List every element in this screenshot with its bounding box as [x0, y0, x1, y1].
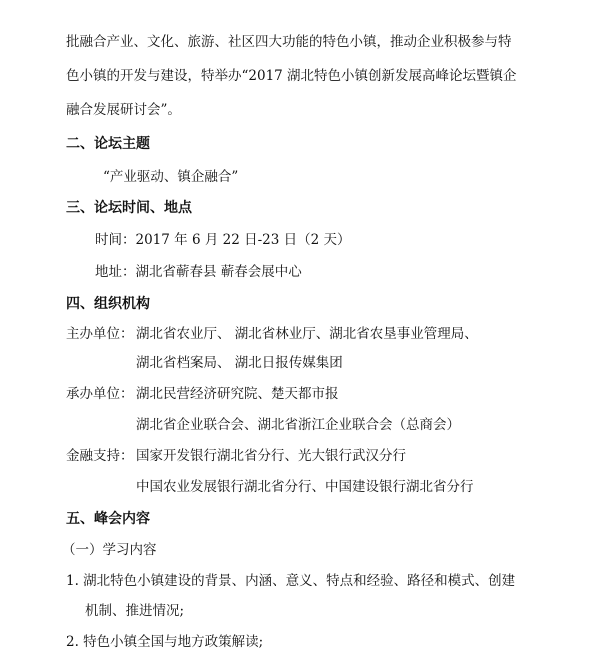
- place-text: 地址：湖北省蕲春县 蕲春会展中心: [95, 264, 302, 280]
- section-org-title: 四、组织机构: [66, 296, 150, 312]
- host-line-1: 湖北省农业厅、 湖北省林业厅、湖北省农垦事业管理局、: [136, 326, 478, 342]
- organizer-label: 承办单位：: [66, 386, 134, 402]
- host-label: 主办单位：: [66, 326, 134, 342]
- intro-line-1: 批融合产业、文化、旅游、社区四大功能的特色小镇，推动企业积极参与特: [66, 34, 512, 50]
- section-time-place-title: 三、论坛时间、地点: [66, 200, 192, 216]
- organizer-line-1: 湖北民营经济研究院、楚天都市报: [136, 386, 339, 402]
- finance-line-1: 国家开发银行湖北省分行、光大银行武汉分行: [136, 448, 406, 464]
- finance-label: 金融支持：: [66, 448, 134, 464]
- content-item-1-line-2: 机制、推进情况;: [85, 603, 185, 619]
- host-line-2: 湖北省档案局、 湖北日报传媒集团: [136, 355, 343, 371]
- time-text: 时间：2017 年 6 月 22 日-23 日（2 天）: [95, 232, 351, 248]
- content-sub-1: （一）学习内容: [62, 542, 157, 558]
- intro-line-3: 融合发展研讨会”。: [66, 102, 181, 118]
- content-item-1-line-1: 1. 湖北特色小镇建设的背景、内涵、意义、特点和经验、路径和模式、创建: [66, 573, 516, 589]
- organizer-line-2: 湖北省企业联合会、湖北省浙江企业联合会（总商会）: [136, 417, 460, 433]
- content-item-2: 2. 特色小镇全国与地方政策解读;: [66, 634, 264, 650]
- theme-text: “产业驱动、镇企融合”: [103, 169, 239, 185]
- finance-line-2: 中国农业发展银行湖北省分行、中国建设银行湖北省分行: [136, 479, 474, 495]
- section-content-title: 五、峰会内容: [66, 511, 150, 527]
- intro-line-2: 色小镇的开发与建设，特举办“2017 湖北特色小镇创新发展高峰论坛暨镇企: [66, 68, 517, 84]
- section-theme-title: 二、论坛主题: [66, 136, 150, 152]
